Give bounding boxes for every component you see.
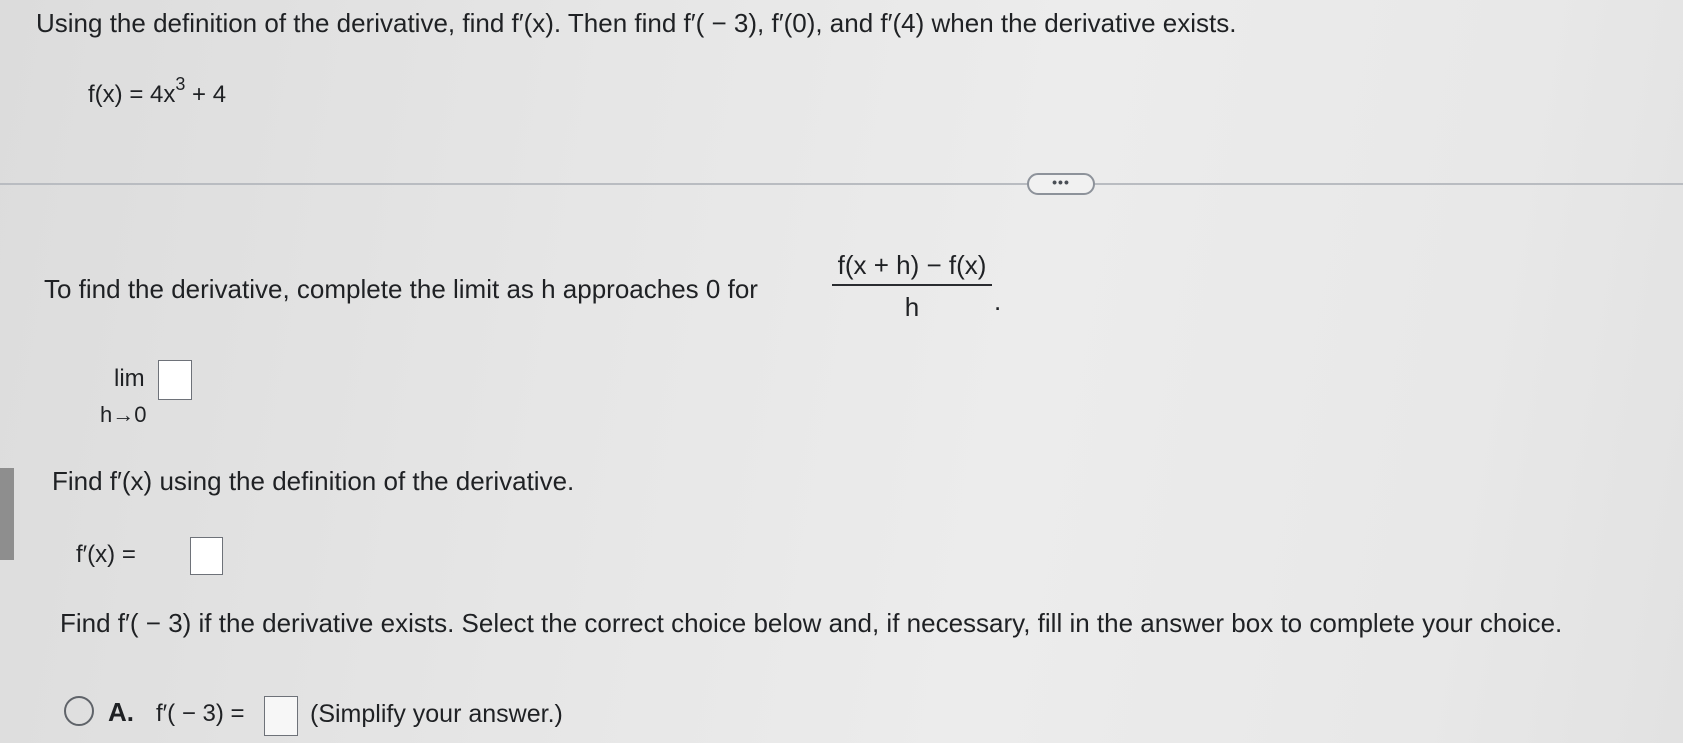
limit-instruction: To find the derivative, complete the limit as h approaches 0 for [44,274,758,304]
difference-quotient [832,250,992,322]
limit-answer-box[interactable] [158,360,192,400]
function-base: f(x) = 4x [88,81,176,108]
derivative-label: f′(x) = [76,541,136,568]
evaluate-instruction: Find f′( − 3) if the derivative exists. Select the correct choice below and, if necessary, fill in the answer box to complete your choice. [60,608,1563,638]
derivative-answer-box[interactable] [190,537,223,575]
choice-a-letter: A. [108,697,134,727]
limit-subscript: h→0 [100,402,147,427]
fraction-denominator: h [904,292,920,322]
fraction-numerator: f(x + h) − f(x) [837,250,987,280]
choice-a-label: f′( − 3) = [156,700,245,727]
derivative-instruction: Find f′(x) using the definition of the derivative. [52,466,575,496]
question-prompt: Using the definition of the derivative, find f′(x). Then find f′( − 3), f′(0), and f′(4) when the derivative exists. [36,8,1237,38]
more-dots-icon: ••• [1052,174,1070,190]
side-marker [0,468,14,560]
choice-a-radio[interactable] [64,696,94,726]
function-exponent: 3 [175,74,186,94]
fraction-bar [832,284,992,286]
choice-a-hint: (Simplify your answer.) [310,700,563,728]
fraction-period: . [994,286,1002,316]
choice-a-answer-box[interactable] [264,696,298,736]
function-definition [88,74,227,110]
function-tail: + 4 [185,81,227,108]
section-divider [0,183,1683,185]
limit-label: lim [114,365,145,392]
more-options-button[interactable] [1027,173,1095,195]
